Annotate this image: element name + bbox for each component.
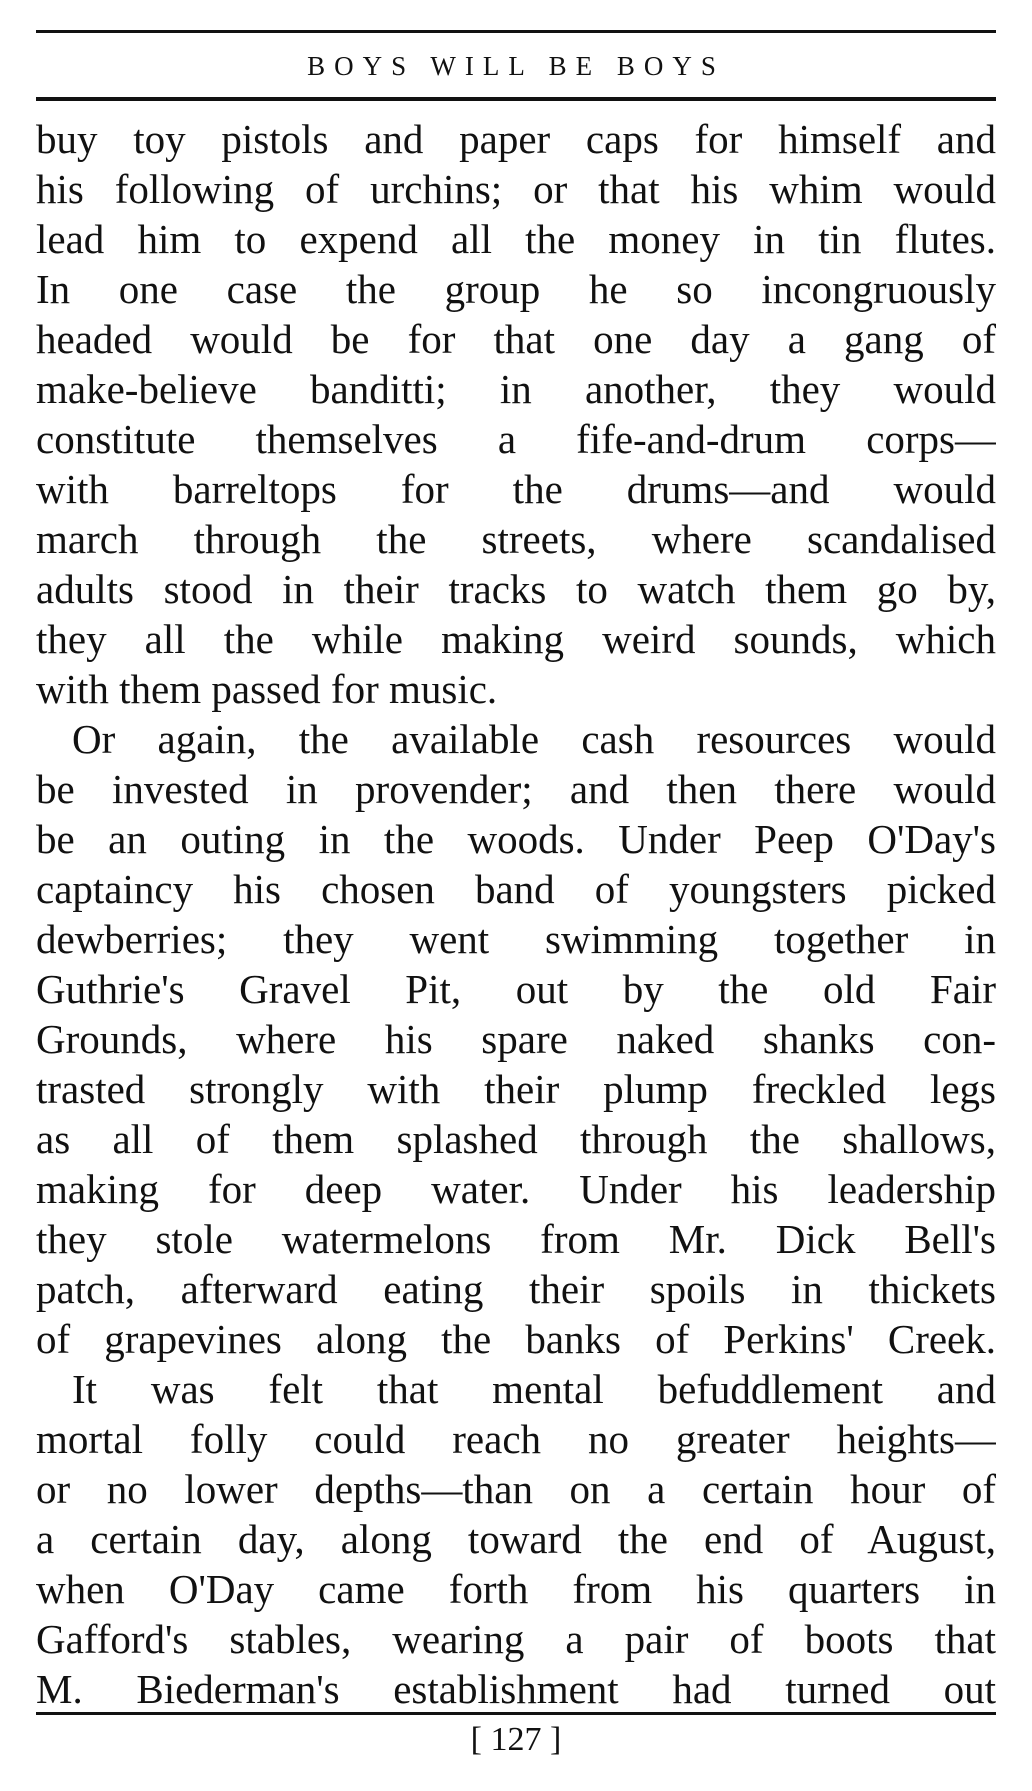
footer-rule [36, 1712, 996, 1715]
text-line: mortal folly could reach no greater heights— [36, 1416, 996, 1462]
text-line: Gafford's stables, wearing a pair of boots that [36, 1616, 996, 1662]
text-line: Grounds, where his spare naked shanks con- [36, 1016, 996, 1062]
text-line: make-believe banditti; in another, they would [36, 366, 996, 412]
text-line: or no lower depths—than on a certain hour of [36, 1466, 996, 1512]
text-line: as all of them splashed through the shallows, [36, 1116, 996, 1162]
text-line: dewberries; they went swimming together in [36, 916, 996, 962]
text-line: when O'Day came forth from his quarters in [36, 1566, 996, 1612]
text-line: they all the while making weird sounds, which [36, 616, 996, 662]
text-line: headed would be for that one day a gang of [36, 316, 996, 362]
text-line: Or again, the available cash resources would [72, 716, 996, 762]
text-line: be invested in provender; and then there would [36, 766, 996, 812]
text-line: M. Biederman's establishment had turned out [36, 1666, 996, 1712]
text-line: march through the streets, where scandalised [36, 516, 996, 562]
page-number: [ 127 ] [470, 1721, 562, 1758]
text-line: patch, afterward eating their spoils in thickets [36, 1266, 996, 1312]
text-line: constitute themselves a fife-and-drum corps— [36, 416, 996, 462]
running-head: BOYS WILL BE BOYS [307, 51, 725, 81]
text-line: be an outing in the woods. Under Peep O'Day's [36, 816, 996, 862]
text-line: adults stood in their tracks to watch them go by, [36, 566, 996, 612]
text-line: making for deep water. Under his leadership [36, 1166, 996, 1212]
text-line: buy toy pistols and paper caps for himself and [36, 116, 996, 162]
text-line: It was felt that mental befuddlement and [72, 1366, 996, 1412]
top-rule [36, 30, 996, 33]
text-line: his following of urchins; or that his whim would [36, 166, 996, 212]
text-line: with them passed for music. [36, 666, 498, 712]
text-line: they stole watermelons from Mr. Dick Bell's [36, 1216, 996, 1262]
text-line: of grapevines along the banks of Perkins' Creek. [36, 1316, 996, 1362]
text-line: Guthrie's Gravel Pit, out by the old Fair [36, 966, 996, 1012]
text-line: lead him to expend all the money in tin flutes. [36, 216, 996, 262]
text-line: In one case the group he so incongruously [36, 266, 996, 312]
text-line: captaincy his chosen band of youngsters picked [36, 866, 996, 912]
text-line: with barreltops for the drums—and would [36, 466, 996, 512]
book-page [36, 0, 996, 1791]
body-text [36, 114, 996, 1714]
text-line: trasted strongly with their plump freckled legs [36, 1066, 996, 1112]
text-line: a certain day, along toward the end of August, [36, 1516, 996, 1562]
header-rule [36, 97, 996, 101]
